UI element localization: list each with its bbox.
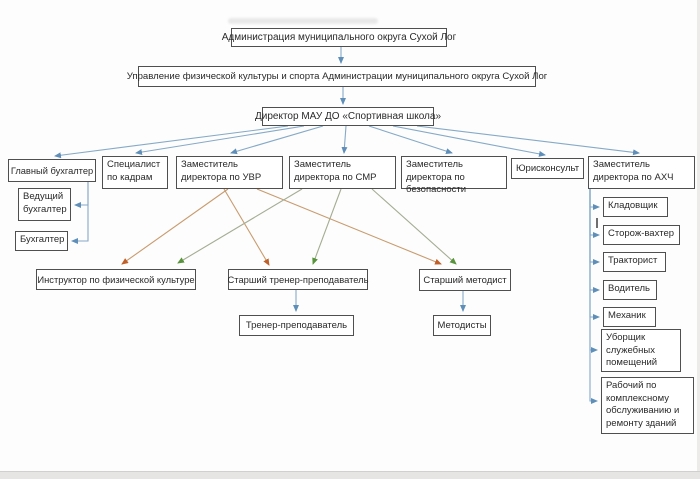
org-box-kadry: Специалист по кадрам [102, 156, 168, 189]
edge-ahch-mehanik [590, 189, 599, 317]
edge-glavbuh-vedbuh [75, 182, 88, 205]
edge-ahch-uborshik [590, 189, 597, 350]
org-box-uprav: Управление физической культуры и спорта Администрации муниципального округа Сухой Лог [138, 66, 536, 87]
edge-ahch-storozh [590, 189, 599, 235]
org-box-storozh: Сторож-вахтер [603, 225, 680, 245]
edge-director-bezop [369, 126, 452, 153]
org-box-vedbuh: Ведущий бухгалтер [18, 188, 71, 221]
page-bottom-edge [0, 471, 700, 479]
edge-uvr-instruktor [122, 189, 228, 264]
org-box-mehanik: Механик [603, 307, 656, 327]
org-box-metodisty: Методисты [433, 315, 491, 336]
org-box-glavbuh: Главный бухгалтер [8, 159, 96, 182]
org-box-instruktor: Инструктор по физической культуре [36, 269, 196, 290]
org-box-voditel: Водитель [603, 280, 657, 300]
edge-smr-st_trener [313, 189, 341, 264]
edge-ahch-kladovshik [590, 189, 599, 207]
org-box-director: Директор МАУ ДО «Спортивная школа» [262, 107, 434, 126]
edge-glavbuh-buh [72, 182, 88, 241]
edge-ahch-voditel [590, 189, 599, 290]
edge-smr-instruktor [178, 189, 302, 263]
org-box-smr: Заместитель директора по СМР [289, 156, 396, 189]
org-box-ahch: Заместитель директора по АХЧ [588, 156, 695, 189]
org-box-st_metodist: Старший методист [419, 269, 511, 291]
org-box-buh: Бухгалтер [15, 231, 68, 251]
org-box-trener: Тренер-преподаватель [239, 315, 354, 336]
org-box-uvr: Заместитель директора по УВР [176, 156, 283, 189]
org-box-admin: Администрация муниципального округа Сухой Лог [231, 28, 447, 47]
edge-director-smr [344, 126, 346, 153]
edge-director-yurist [393, 126, 545, 155]
org-box-uborshik: Уборщик служебных помещений [601, 329, 681, 372]
edge-uvr-st_trener [224, 189, 269, 265]
scan-artifact-smudge [228, 18, 378, 24]
org-box-bezop: Заместитель директора по безопасности [401, 156, 507, 189]
edge-director-glavbuh [55, 126, 288, 156]
org-box-traktorist: Тракторист [603, 252, 666, 272]
scan-artifact-dash [596, 218, 598, 228]
org-box-yurist: Юрисконсульт [511, 158, 584, 179]
org-box-st_trener: Старший тренер-преподаватель [228, 269, 368, 290]
org-box-rabochiy: Рабочий по комплексному обслуживанию и ремонту зданий [601, 377, 694, 434]
org-box-kladovshik: Кладовщик [603, 197, 668, 217]
edge-director-ahch [417, 126, 639, 153]
